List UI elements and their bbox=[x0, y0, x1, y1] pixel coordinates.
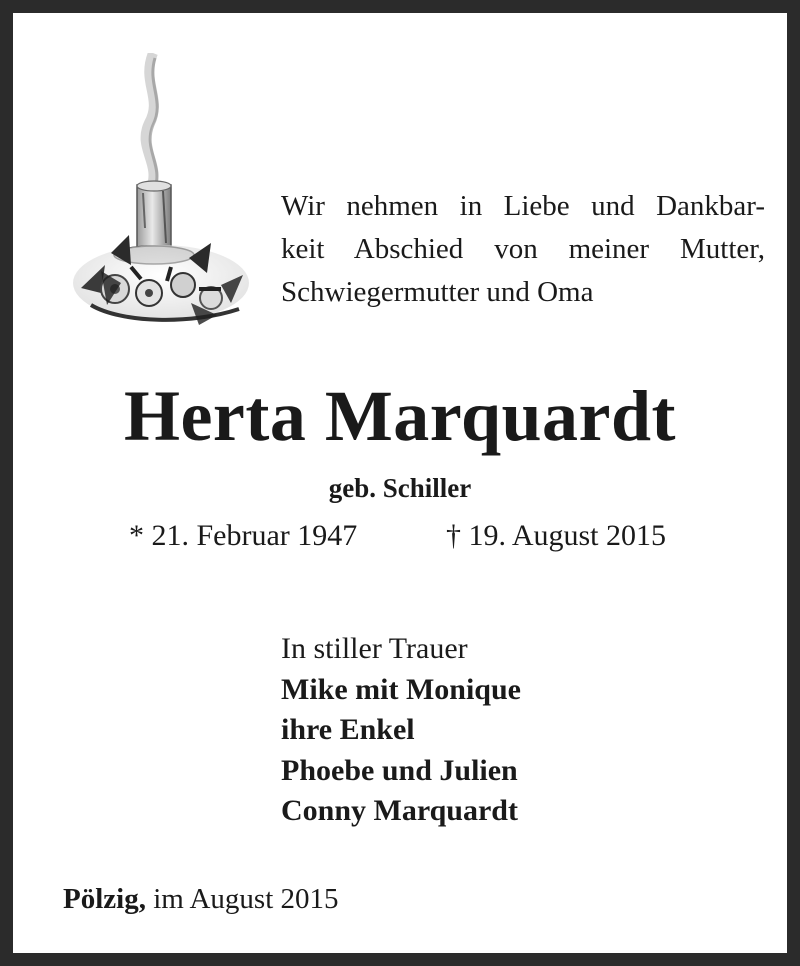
birth-date: * 21. Februar 1947 bbox=[129, 519, 358, 552]
mourners-list bbox=[281, 629, 521, 832]
candle-icon bbox=[71, 53, 251, 333]
place-date-line bbox=[63, 883, 339, 916]
mourner-name: Mike mit Monique bbox=[281, 672, 521, 706]
notice-date: im August 2015 bbox=[145, 883, 339, 915]
intro-text bbox=[281, 185, 765, 314]
mourner-name: Phoebe und Julien bbox=[281, 753, 518, 787]
death-date: † 19. August 2015 bbox=[446, 519, 667, 552]
place-name: Pölzig, bbox=[63, 883, 146, 915]
mourning-intro: In stiller Trauer bbox=[281, 632, 468, 665]
mourner-name: ihre Enkel bbox=[281, 713, 415, 746]
deceased-name: Herta Marquardt bbox=[123, 376, 677, 456]
intro-line: keit Abschied von meiner Mutter, bbox=[281, 233, 765, 265]
maiden-name: geb. Schiller bbox=[328, 473, 472, 503]
intro-line: Schwiegermutter und Oma bbox=[281, 276, 594, 308]
mourner-name: Conny Marquardt bbox=[281, 794, 518, 827]
intro-line: Wir nehmen in Liebe und Dankbar- bbox=[281, 190, 765, 222]
